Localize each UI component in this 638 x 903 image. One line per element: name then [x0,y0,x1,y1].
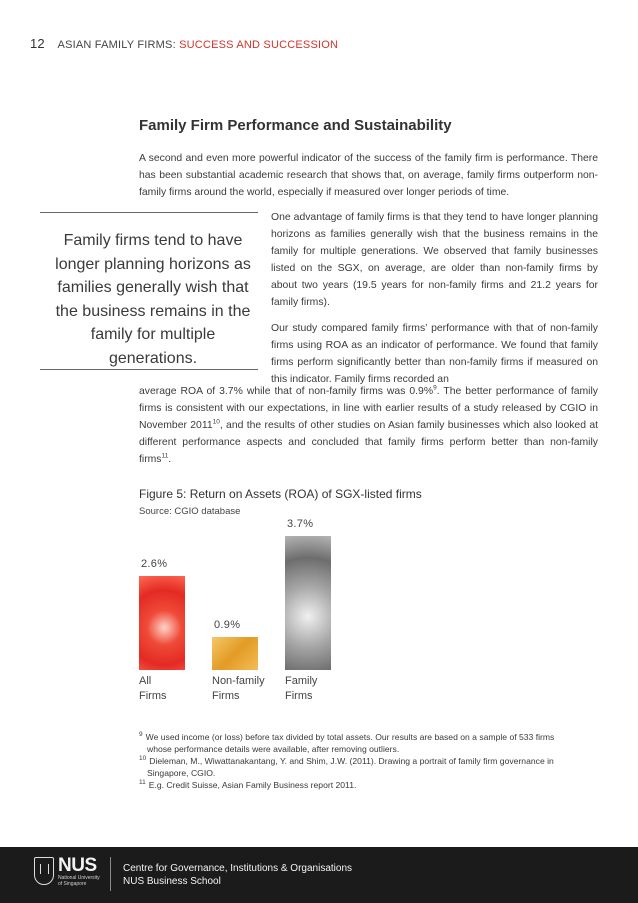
header-title-accent: SUCCESS AND SUCCESSION [179,39,339,51]
footnote-text: Dieleman, M., Wiwattanakantang, Y. and Shim, J.W. (2011). Drawing a portrait of family firm governance in [149,756,554,766]
footer-org-line-2: NUS Business School [123,876,221,887]
footnote-number: 9 [139,731,143,739]
footnote-ref-10[interactable]: 10 [212,418,220,426]
roa-text-b: . The better performance of family firms is consistent with our expectations, in line with earlier results of a study released by CGIO in November 2011 [139,386,598,431]
paragraph-intro: A second and even more powerful indicator of the success of the family firm is performance. There has been substantial academic research that shows that, on average, family firms outperform non-family firms around the world, especially if measured over longer periods of time. [139,153,598,198]
footnote-text: Singapore, CGIO. [147,768,216,778]
pull-quote-bottom-rule [40,369,258,370]
footnote-number: 10 [139,755,147,763]
section-title: Family Firm Performance and Sustainability [139,117,452,134]
bar-value-label-all-firms: 2.6% [141,558,168,570]
footnote-text: E.g. Credit Suisse, Asian Family Business report 2011. [148,780,357,790]
footnote-ref-9[interactable]: 9 [433,384,437,392]
category-label-line: All [139,675,152,687]
category-label-family-firms [285,674,317,704]
footnote-number: 11 [139,779,146,787]
paragraph-planning-horizons: One advantage of family firms is that they tend to have longer planning horizons as families generally wish that the business remains in the family for multiple generations. We observed that family businesses listed on the SGX, on average, are older than non-family firms by about two years (19.5 years for non-family firms and 21.2 years for family firms). [271,212,598,308]
category-label-line: Firms [212,690,240,702]
roa-text-c: , and the results of other studies on Asian family businesses which also looked at different performance aspects and concluded that family firms perform better than non-family firms [139,420,598,465]
footnote-9 [139,731,601,755]
footer-org-line-1: Centre for Governance, Institutions & Organisations [123,863,353,874]
header-title-prefix: ASIAN FAMILY FIRMS: [57,39,176,51]
nus-logo [34,857,104,893]
roa-text-a: average ROA of 3.7% while that of non-family firms was 0.9% [139,386,434,397]
bar-family-firms [285,536,331,670]
bar-non-family-firms [212,637,258,670]
category-label-line: Firms [139,690,167,702]
pull-quote: Family firms tend to have longer planning horizons as families generally wish that the business remains in the family for multiple generations. [55,232,251,367]
figure-source: Source: CGIO database [139,506,241,517]
footer-bar [0,847,638,903]
footnote-text: We used income (or loss) before tax divided by total assets. Our results are based on a sample of 533 firms [145,732,555,742]
paragraph-roa-results [139,383,598,468]
footnote-10 [139,755,601,779]
footnote-text: whose performance details were available, after removing outliers. [147,744,400,754]
page-number: 12 [30,36,45,51]
nus-logo-subtext: National University of Singapore [58,875,100,887]
bar-value-label-non-family-firms: 0.9% [214,619,241,631]
footer-divider [110,857,111,891]
category-label-line: Family [285,675,318,687]
nus-logo-text: NUS [58,855,97,876]
category-label-line: Firms [285,690,313,702]
paragraph-roa-study: Our study compared family firms’ performance with that of non-family firms using ROA as an indicator of performance. We found that family firms perform significantly better than non-family firms if measured on this indicator. Family firms recorded an [271,323,598,385]
pull-quote-top-rule [40,212,258,213]
roa-text-d: . [168,454,172,465]
category-label-non-family-firms [212,674,265,704]
footer-organisation [123,862,352,888]
category-label-all-firms [139,674,167,704]
footnote-11 [139,779,601,791]
bar-all-firms [139,576,185,670]
figure-title: Figure 5: Return on Assets (ROA) of SGX-listed firms [139,487,422,501]
running-header [30,36,338,51]
bar-value-label-family-firms: 3.7% [287,518,314,530]
category-label-line: Non-family [212,675,265,687]
nus-crest-icon [34,857,54,885]
footnote-ref-11[interactable]: 11 [161,452,169,460]
